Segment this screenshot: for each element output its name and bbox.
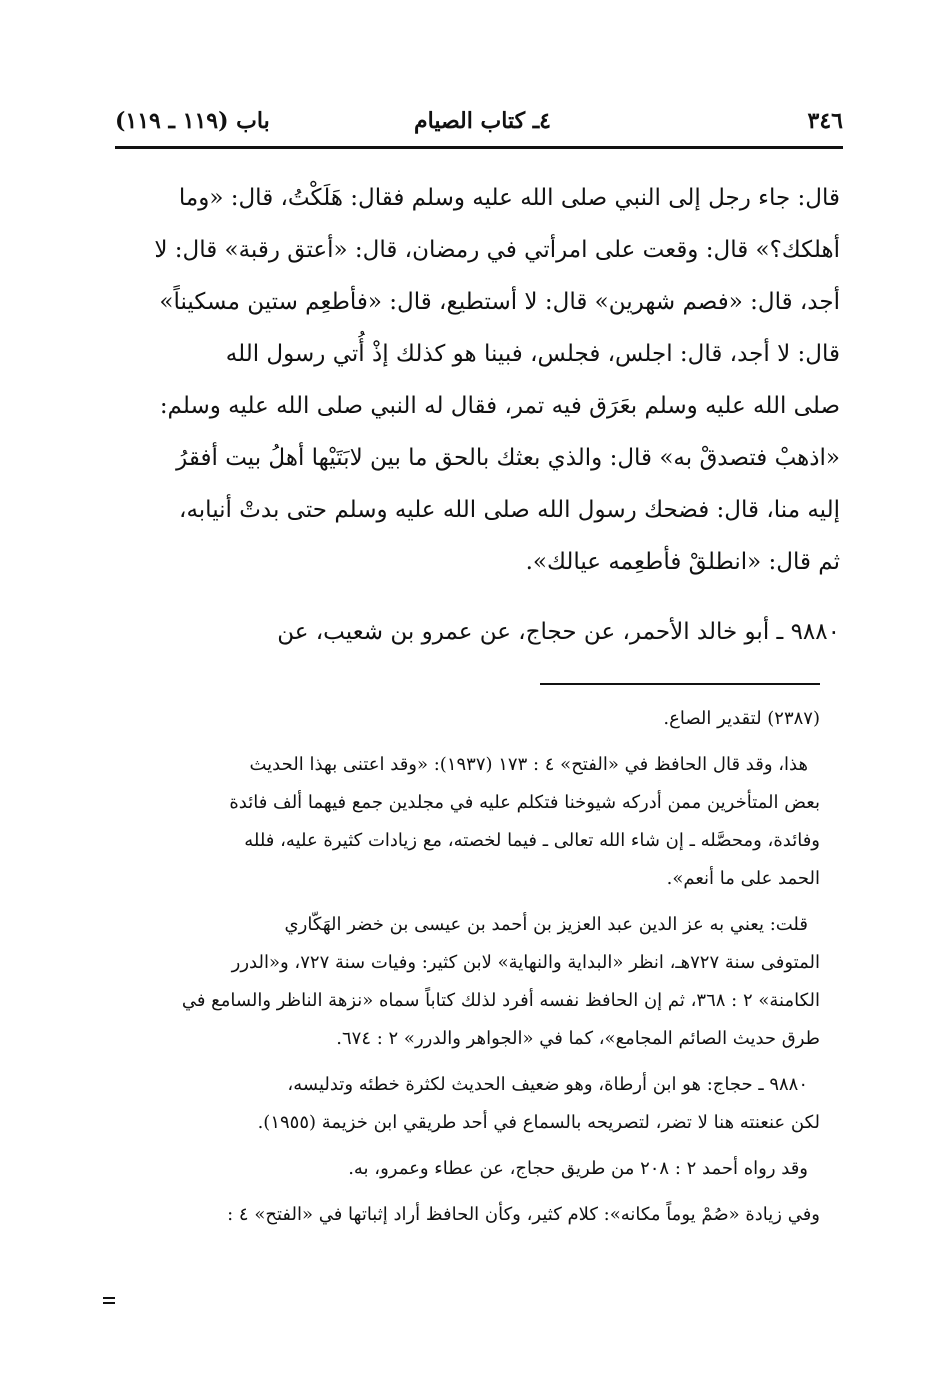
footnote-line: الكامنة» ٢ : ٣٦٨، ثم إن الحافظ نفسه أفرد لذلك كتاباً سماه «نزهة الناظر والسامع في <box>181 990 820 1011</box>
text-line: ثم قال: «انطلقْ فأطعِمه عيالك». <box>525 549 840 575</box>
text-line: قال: لا أجد، قال: اجلس، فجلس، فبينا هو كذلك إذْ أُتي رسول الله <box>225 341 840 367</box>
hadith-9880-opening: ٩٨٨٠ ـ أبو خالد الأحمر، عن حجاج، عن عمرو بن شعيب، عن <box>277 619 840 645</box>
footnotes <box>105 700 820 1234</box>
footnote-line: لكن عنعنته هنا لا تضر، لتصريحه بالسماع في أحد طريقي ابن خزيمة (١٩٥٥). <box>257 1112 820 1133</box>
text-line: «اذهبْ فتصدقْ به» قال: والذي بعثك بالحق ما بين لابَتَيْها أهلُ بيت أفقرُ <box>176 445 840 471</box>
page-number: ٣٤٦ <box>807 108 843 134</box>
footnote-line: بعض المتأخرين ممن أدركه شيوخنا فتكلم عليه في مجلدين جمع فيهما ألف فائدة <box>229 792 820 813</box>
footnote-line: الحمد على ما أنعم». <box>666 868 820 889</box>
footnote-line: وقد رواه أحمد ٢ : ٢٠٨ من طريق حجاج، عن عطاء وعمرو، به. <box>348 1158 808 1179</box>
continuation-mark <box>103 1297 115 1305</box>
footnote-line: هذا، وقد قال الحافظ في «الفتح» ٤ : ١٧٣ (١٩٣٧): «وقد اعتنى بهذا الحديث <box>249 754 808 775</box>
footnote-line: وفي زيادة «صُمْ يوماً مكانه»: كلام كثير، وكأن الحافظ أراد إثباتها في «الفتح» ٤ : <box>227 1204 820 1225</box>
footnote-line: (٢٣٨٧) لتقدير الصاع. <box>663 708 820 729</box>
main-text <box>105 172 840 658</box>
chapter-heading: باب (١١٩ ـ ١١٩) <box>115 108 270 134</box>
footnote-line: طرق حديث الصائم المجامع»، كما في «الجواهر والدرر» ٢ : ٦٧٤. <box>336 1028 820 1049</box>
footnote-line: المتوفى سنة ٧٢٧هـ، انظر «البداية والنهاية» لابن كثير: وفيات سنة ٧٢٧، و«الدرر <box>231 952 820 973</box>
text-line: إليه منا، قال: فضحك رسول الله صلى الله عليه وسلم حتى بدتْ أنيابه، <box>179 497 840 523</box>
text-line: قال: جاء رجل إلى النبي صلى الله عليه وسلم فقال: هَلَكْتُ، قال: «وما <box>178 185 840 211</box>
header-divider <box>115 146 843 149</box>
footnote-line: قلت: يعني به عز الدين عبد العزيز بن أحمد بن عيسى بن خضر الهَكّاري <box>284 914 808 935</box>
footnote-line: وفائدة، ومحصَّله ـ إن شاء الله تعالى ـ فيما لخصته، مع زيادات كثيرة عليه، فلله <box>244 830 820 851</box>
footnote-line: ٩٨٨٠ ـ حجاج: هو ابن أرطاة، وهو ضعيف الحديث لكثرة خطئه وتدليسه، <box>287 1074 808 1095</box>
running-header <box>115 108 843 142</box>
book-title: ٤ـ كتاب الصيام <box>414 108 551 134</box>
text-line: صلى الله عليه وسلم بعَرَق فيه تمر، فقال له النبي صلى الله عليه وسلم: <box>159 393 840 419</box>
text-line: أهلكك؟» قال: وقعت على امرأتي في رمضان، قال: «أعتق رقبة» قال: لا <box>154 237 840 263</box>
footnote-divider <box>540 683 820 685</box>
text-line: أجد، قال: «فصم شهرين» قال: لا أستطيع، قال: «فأطعِم ستين مسكيناً» <box>159 289 840 315</box>
